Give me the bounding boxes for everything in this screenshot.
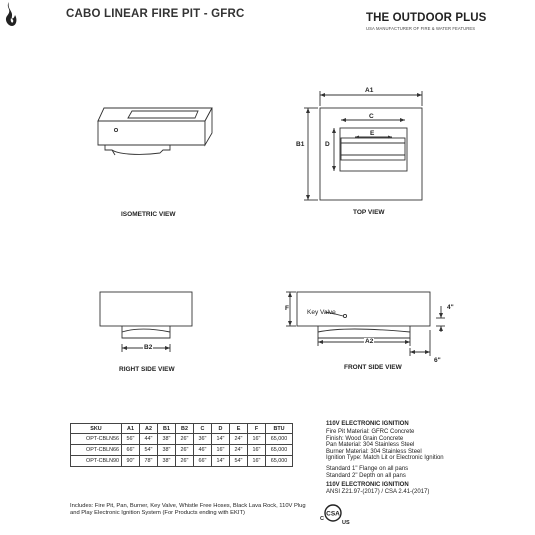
table-cell: 26" xyxy=(176,456,194,467)
label-key-valve: Key Valve xyxy=(307,309,336,316)
table-cell: 24" xyxy=(230,445,248,456)
includes-note: Includes: Fire Pit, Pan, Burner, Key Valve, Whistle Free Hoses, Black Lava Rock, 110V Plug and Play Electronic Ignition System (For Products ending with EKIT) xyxy=(70,503,306,516)
label-f: F xyxy=(285,305,289,312)
table-header-cell: BTU xyxy=(266,424,293,434)
label-flange-height: 4" xyxy=(447,304,454,311)
spec-line: Standard 1" Flange on all pans xyxy=(326,466,409,472)
table-cell: 16" xyxy=(248,445,266,456)
table-cell: OPT-CBLN90 xyxy=(71,456,122,467)
dimensions-table xyxy=(70,423,293,467)
caption-right-side-view: RIGHT SIDE VIEW xyxy=(119,366,175,373)
spec-certification-heading: 110V ELECTRONIC IGNITION xyxy=(326,482,409,488)
caption-top-view: TOP VIEW xyxy=(353,209,385,216)
caption-isometric-view: ISOMETRIC VIEW xyxy=(121,211,176,218)
table-header-cell: A2 xyxy=(140,424,158,434)
top-view-drawing xyxy=(304,91,422,200)
table-cell: 16" xyxy=(212,445,230,456)
table-cell: 90" xyxy=(122,456,140,467)
table-header-cell: B2 xyxy=(176,424,194,434)
page-title: CABO LINEAR FIRE PIT - GFRC xyxy=(66,8,245,20)
spec-materials xyxy=(326,429,444,462)
table-header-cell: B1 xyxy=(158,424,176,434)
table-cell: 26" xyxy=(176,434,194,445)
spec-line: Ignition Type: Match Lit or Electronic Ignition xyxy=(326,455,444,462)
table-cell: 16" xyxy=(248,456,266,467)
table-cell: 54" xyxy=(230,456,248,467)
table-cell: 54" xyxy=(140,445,158,456)
csa-certification-icon xyxy=(316,500,350,528)
label-d: D xyxy=(325,141,330,148)
table-cell: 26" xyxy=(176,445,194,456)
table-cell: 36" xyxy=(194,434,212,445)
csa-c-mark: C xyxy=(320,516,324,522)
front-side-view-drawing xyxy=(286,292,445,356)
table-header-cell: A1 xyxy=(122,424,140,434)
spec-line: Pan Material: 304 Stainless Steel xyxy=(326,442,415,449)
table-cell: 65,000 xyxy=(266,434,293,445)
label-depth: 6" xyxy=(434,357,441,364)
table-row xyxy=(71,456,293,467)
table-header-cell: F xyxy=(248,424,266,434)
csa-us-mark: US xyxy=(342,520,350,526)
table-cell: 14" xyxy=(212,456,230,467)
table-cell: 65,000 xyxy=(266,456,293,467)
spec-ignition-heading: 110V ELECTRONIC IGNITION xyxy=(326,421,409,427)
spec-line: Fire Pit Material: GFRC Concrete xyxy=(326,429,415,435)
spec-certification: ANSI Z21.97-(2017) / CSA 2.41-(2017) xyxy=(326,489,430,495)
label-c: C xyxy=(369,113,374,120)
table-cell: OPT-CBLN56 xyxy=(71,434,122,445)
table-cell: 38" xyxy=(158,434,176,445)
label-e: E xyxy=(370,130,375,137)
table-header-cell: E xyxy=(230,424,248,434)
label-a1: A1 xyxy=(365,87,374,94)
table-header-cell: SKU xyxy=(71,424,122,434)
table-header-row xyxy=(71,424,293,434)
table-cell: 24" xyxy=(230,434,248,445)
table-header-cell: C xyxy=(194,424,212,434)
brand-tagline: USA MANUFACTURER OF FIRE & WATER FEATURES xyxy=(366,26,476,31)
right-side-view-drawing xyxy=(100,292,192,352)
table-cell: 46" xyxy=(194,445,212,456)
table-cell: 65,000 xyxy=(266,445,293,456)
table-row xyxy=(71,445,293,456)
table-cell: 16" xyxy=(248,434,266,445)
spec-line: Finish: Wood Grain Concrete xyxy=(326,435,404,442)
table-cell: 78" xyxy=(140,456,158,467)
caption-front-side-view: FRONT SIDE VIEW xyxy=(344,364,402,371)
table-cell: 66" xyxy=(194,456,212,467)
label-a2: A2 xyxy=(365,338,374,345)
isometric-view-drawing xyxy=(98,108,212,155)
label-b2: B2 xyxy=(144,344,153,351)
table-cell: 44" xyxy=(140,434,158,445)
label-b1: B1 xyxy=(296,141,305,148)
table-cell: 66" xyxy=(122,445,140,456)
spec-line: Standard 2" Depth on all pans xyxy=(326,472,406,479)
table-cell: 38" xyxy=(158,445,176,456)
table-cell: 38" xyxy=(158,456,176,467)
table-header-cell: D xyxy=(212,424,230,434)
table-cell: 56" xyxy=(122,434,140,445)
table-cell: 14" xyxy=(212,434,230,445)
table-row xyxy=(71,434,293,445)
spec-line: Burner Material: 304 Stainless Steel xyxy=(326,448,422,455)
table-cell: OPT-CBLN66 xyxy=(71,445,122,456)
csa-logo-text: CSA xyxy=(326,510,340,518)
brand-name: THE OUTDOOR PLUS xyxy=(366,12,487,24)
spec-standards xyxy=(326,466,408,479)
